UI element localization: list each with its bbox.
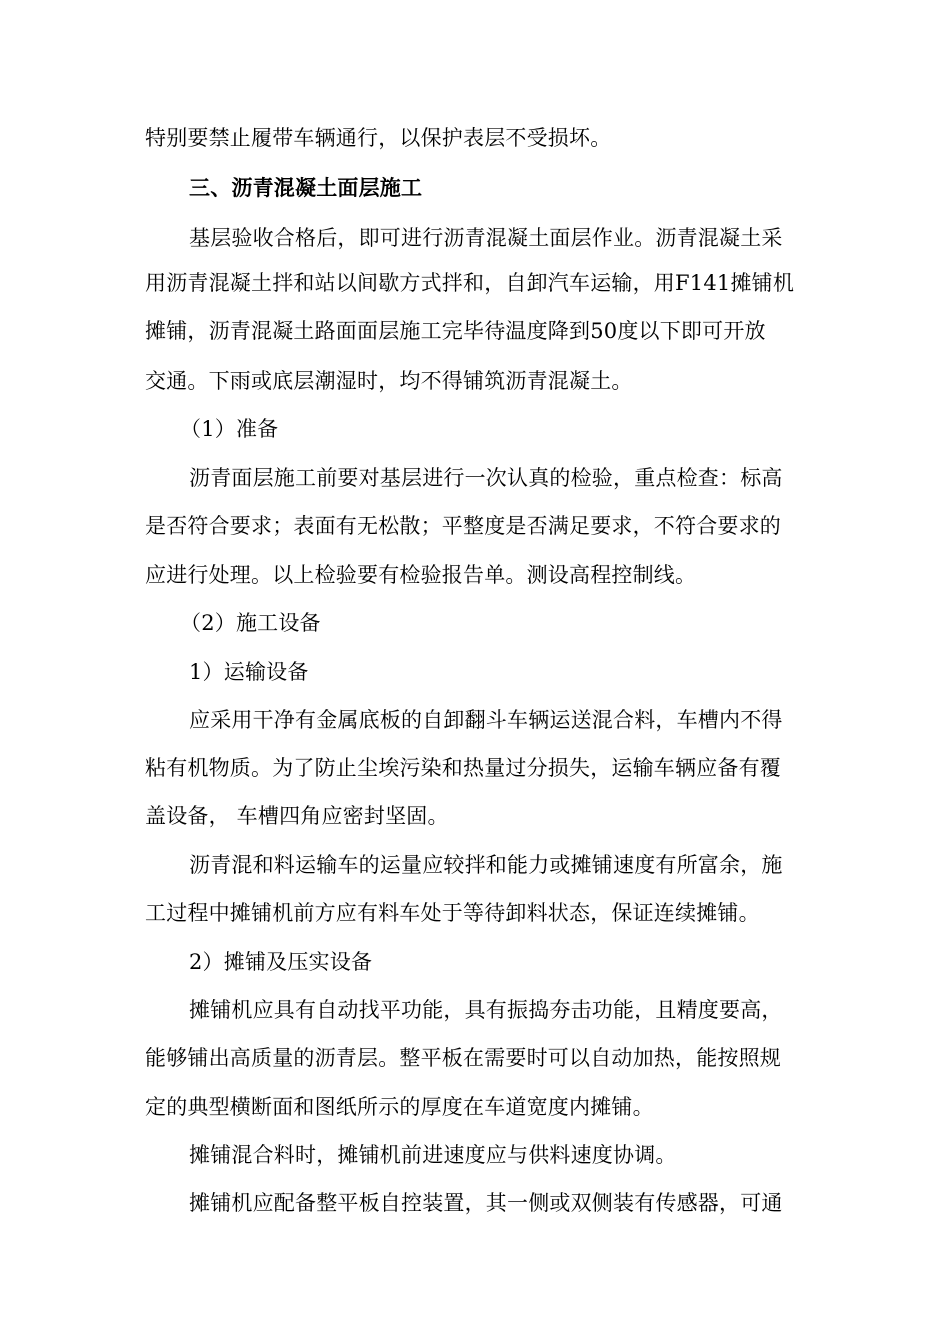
paragraph-line: 能够铺出高质量的沥青层。整平板在需要时可以自动加热，能按照规 bbox=[145, 1046, 781, 1070]
paragraph-line: 盖设备， 车槽四角应密封坚固。 bbox=[145, 804, 449, 828]
paragraph-line: 沥青混和料运输车的运量应较拌和能力或摊铺速度有所富余，施 bbox=[189, 853, 783, 877]
subsection-heading: 2）摊铺及压实设备 bbox=[189, 950, 373, 974]
paragraph-line: 摊铺混合料时，摊铺机前进速度应与供料速度协调。 bbox=[189, 1143, 677, 1167]
paragraph-line: 用沥青混凝土拌和站以间歇方式拌和，自卸汽车运输，用F141摊铺机 bbox=[145, 271, 795, 295]
paragraph-line: 基层验收合格后，即可进行沥青混凝土面层作业。沥青混凝土采 bbox=[189, 226, 783, 250]
paragraph-line: 摊铺机应配备整平板自控装置，其一侧或双侧装有传感器，可通 bbox=[189, 1191, 783, 1215]
subsection-heading: 1）运输设备 bbox=[189, 660, 309, 684]
paragraph-line: 交通。下雨或底层潮湿时，均不得铺筑沥青混凝土。 bbox=[145, 369, 633, 393]
paragraph-line: 是否符合要求；表面有无松散；平整度是否满足要求，不符合要求的 bbox=[145, 514, 781, 538]
paragraph-line: 沥青面层施工前要对基层进行一次认真的检验，重点检查：标高 bbox=[189, 466, 783, 490]
paragraph-line: 摊铺机应具有自动找平功能，具有振捣夯击功能，且精度要高， bbox=[189, 998, 783, 1022]
paragraph-line: 工过程中摊铺机前方应有料车处于等待卸料状态，保证连续摊铺。 bbox=[145, 901, 760, 925]
paragraph-line: 摊铺，沥青混凝土路面面层施工完毕待温度降到50度以下即可开放 bbox=[145, 319, 766, 343]
paragraph-line: 应进行处理。以上检验要有检验报告单。测设高程控制线。 bbox=[145, 563, 697, 587]
paragraph-line: 特别要禁止履带车辆通行，以保护表层不受损坏。 bbox=[145, 126, 612, 150]
paragraph-line: 定的典型横断面和图纸所示的厚度在车道宽度内摊铺。 bbox=[145, 1095, 654, 1119]
subsection-heading: （1）准备 bbox=[180, 417, 279, 441]
paragraph-line: 应采用干净有金属底板的自卸翻斗车辆运送混合料，车槽内不得 bbox=[189, 708, 783, 732]
paragraph-line: 粘有机物质。为了防止尘埃污染和热量过分损失，运输车辆应备有覆 bbox=[145, 756, 781, 780]
section-heading: 三、沥青混凝土面层施工 bbox=[189, 175, 423, 200]
subsection-heading: （2）施工设备 bbox=[180, 611, 321, 635]
